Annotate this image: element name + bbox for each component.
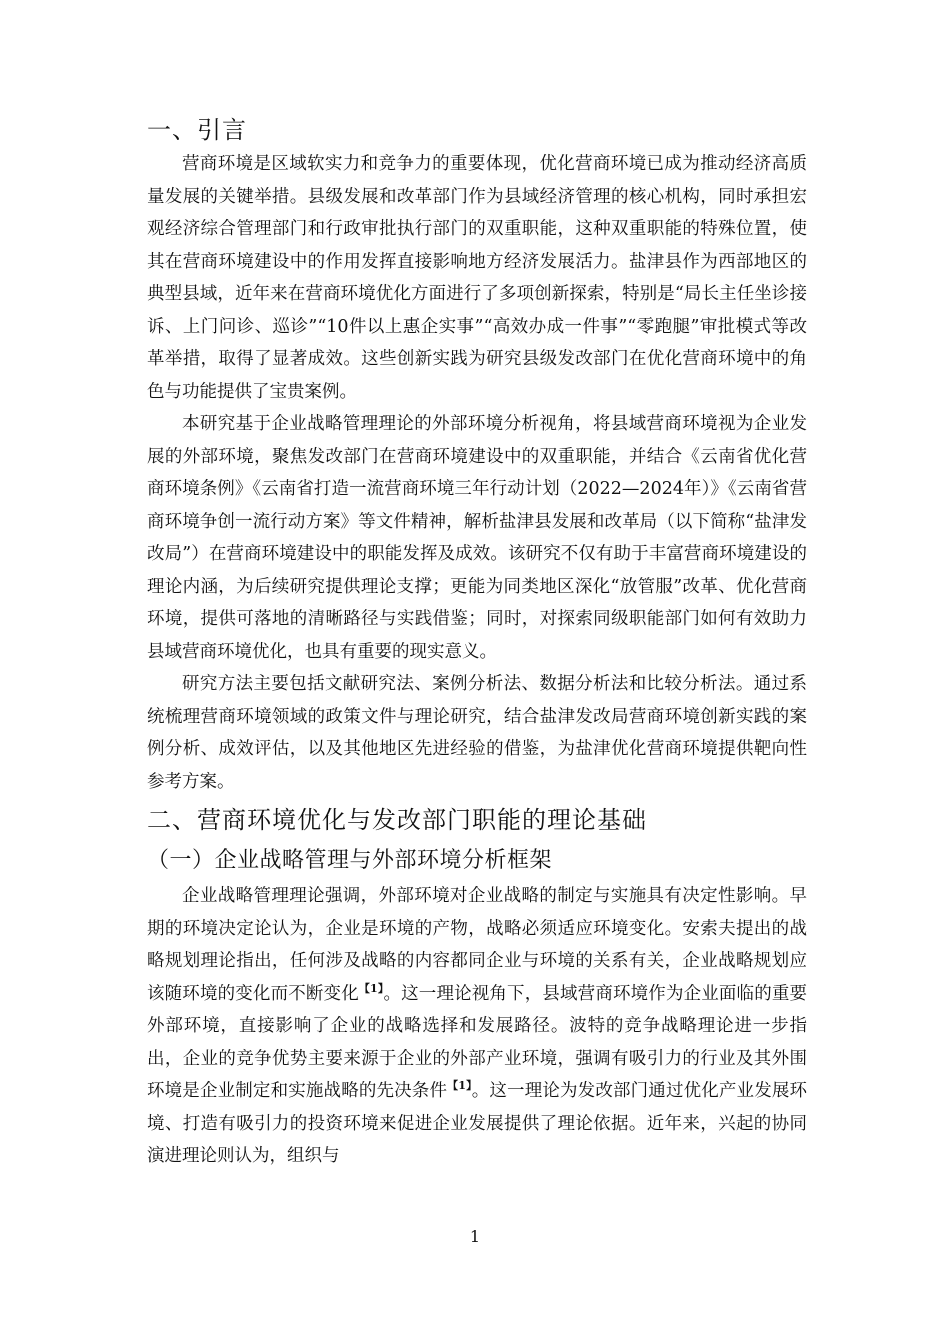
paragraph-intro-3: 研究方法主要包括文献研究法、案例分析法、数据分析法和比较分析法。通过系统梳理营商环境领域的政策文件与理论研究，结合盐津发改局营商环境创新实践的案例分析、成效评估，以及其他地区先进经验的借鉴，为盐津优化营商环境提供靶向性参考方案。 bbox=[147, 674, 807, 792]
paragraph-text: 。这一理论视角下，县域营商环境作为企业面临的重要外部环境，直接影响了企业的战略选择和发展路径。波特的竞争战略理论进一步指出，企业的竞争优势主要来源于企业的外部产业环境，强调有吸引力的行业及其外围环境是企业制定和实施战略的先决条件 bbox=[147, 983, 808, 1101]
citation-marker: 【1】 bbox=[447, 1079, 472, 1093]
paragraph-strategy-1 bbox=[147, 880, 807, 1173]
subsection-heading-strategy: （一）企业战略管理与外部环境分析框架 bbox=[147, 848, 553, 873]
paragraph-intro-1: 营商环境是区域软实力和竞争力的重要体现，优化营商环境已成为推动经济高质量发展的关键举措。县级发展和改革部门作为县域经济管理的核心机构，同时承担宏观经济综合管理部门和行政审批执行部门的双重职能，这种双重职能的特殊位置，使其在营商环境建设中的作用发挥直接影响地方经济发展活力。盐津县作为西部地区的典型县域，近年来在营商环境优化方面进行了多项创新探索，特别是“局长主任坐诊接诉、上门问诊、巡诊”“10件以上惠企实事”“高效办成一件事”“零跑腿”审批模式等改革举措，取得了显著成效。这些创新实践为研究县级发改部门在优化营商环境中的角色与功能提供了宝贵案例。 bbox=[147, 154, 807, 402]
page-number: 1 bbox=[469, 1227, 481, 1246]
section-heading-theory: 二、营商环境优化与发改部门职能的理论基础 bbox=[147, 806, 647, 834]
citation-marker: 【1】 bbox=[358, 981, 384, 995]
paragraph-text: 。这一理论为发改部门通过优化产业发展环境、打造有吸引力的投资环境来促进企业发展提供了理论依据。近年来，兴起的协同演进理论则认为，组织与 bbox=[147, 1081, 808, 1166]
section-heading-introduction: 一、引言 bbox=[147, 116, 247, 144]
paragraph-text: 企业战略管理理论强调，外部环境对企业战略的制定与实施具有决定性影响。早期的环境决定论认为，企业是环境的产物，战略必须适应环境变化。安索夫提出的战略规划理论指出，任何涉及战略的内容都同企业与环境的关系有关，企业战略规划应该随环境的变化而不断变化 bbox=[147, 886, 807, 1004]
document-body bbox=[147, 112, 807, 1173]
paragraph-intro-2: 本研究基于企业战略管理理论的外部环境分析视角，将县域营商环境视为企业发展的外部环境，聚焦发改部门在营商环境建设中的双重职能，并结合《云南省优化营商环境条例》《云南省打造一流营商环境三年行动计划（2022—2024年）》《云南省营商环境争创一流行动方案》等文件精神，解析盐津县发展和改革局（以下简称“盐津发改局”）在营商环境建设中的职能发挥及成效。该研究不仅有助于丰富营商环境建设的理论内涵，为后续研究提供理论支撑；更能为同类地区深化“放管服”改革、优化营商环境，提供可落地的清晰路径与实践借鉴；同时，对探索同级职能部门如何有效助力县域营商环境优化，也具有重要的现实意义。 bbox=[147, 414, 807, 662]
